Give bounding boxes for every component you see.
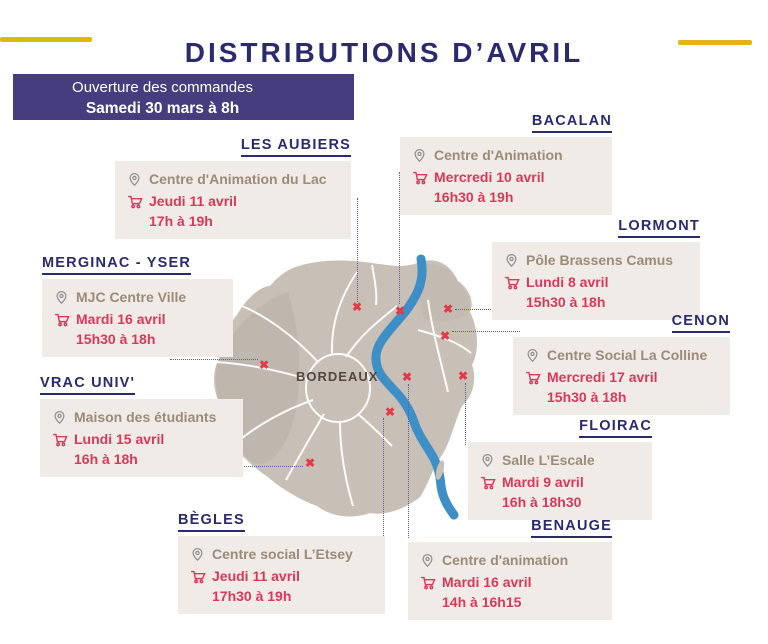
venue-label: Centre d'animation (442, 552, 569, 568)
date-label: Mercredi 17 avril (547, 369, 658, 385)
cart-icon (49, 431, 69, 448)
time-label: 16h30 à 19h (434, 189, 514, 205)
marker-benauge-icon: ✖ (401, 370, 413, 384)
location-group-les-aubiers (115, 137, 351, 239)
order-opening-label: Ouverture des commandes (72, 79, 253, 96)
location-card (492, 242, 700, 320)
date-label: Jeudi 11 avril (212, 568, 300, 584)
date-label: Mardi 16 avril (442, 574, 532, 590)
marker-floirac-icon: ✖ (457, 369, 469, 383)
location-name: VRAC UNIV' (40, 375, 243, 395)
date-label: Mardi 16 avril (76, 311, 166, 327)
location-card (115, 161, 351, 239)
marker-merignac-yser-icon: ✖ (258, 358, 270, 372)
map-pin-icon (49, 410, 69, 425)
location-card (513, 337, 730, 415)
connector-les-aubiers (357, 198, 358, 302)
connector-merignac-yser (170, 359, 258, 360)
location-group-lormont (492, 218, 700, 320)
location-card (178, 536, 385, 614)
cart-icon (522, 369, 542, 386)
map-pin-icon (477, 453, 497, 468)
marker-les-aubiers-icon: ✖ (351, 300, 363, 314)
location-card (400, 137, 612, 215)
cart-icon (124, 193, 144, 210)
location-card (40, 399, 243, 477)
location-name: MERGINAC - YSER (42, 255, 233, 275)
venue-label: Centre Social La Colline (547, 347, 708, 363)
time-label: 16h à 18h30 (502, 494, 582, 510)
map-pin-icon (417, 553, 437, 568)
location-name: CENON (513, 313, 730, 333)
location-group-cenon (513, 313, 730, 415)
marker-lormont-icon: ✖ (442, 302, 454, 316)
map-pin-icon (501, 253, 521, 268)
location-card (42, 279, 233, 357)
connector-cenon (452, 331, 520, 332)
location-group-floirac (468, 418, 652, 520)
venue-label: Pôle Brassens Camus (526, 252, 674, 268)
venue-label: Centre social L’Etsey (212, 546, 353, 562)
location-card (408, 542, 612, 620)
venue-label: Centre d'Animation du Lac (149, 171, 327, 187)
cart-icon (501, 274, 521, 291)
cart-icon (51, 311, 71, 328)
location-group-bacalan (400, 113, 612, 215)
date-label: Mercredi 10 avril (434, 169, 545, 185)
map-pin-icon (51, 290, 71, 305)
time-label: 15h30 à 18h (526, 294, 606, 310)
date-label: Mardi 9 avril (502, 474, 584, 490)
order-opening-date: Samedi 30 mars à 8h (85, 100, 240, 117)
connector-floirac (465, 383, 466, 445)
marker-vrac-univ-icon: ✖ (304, 456, 316, 470)
map-pin-icon (187, 547, 207, 562)
location-name: LES AUBIERS (115, 137, 351, 157)
venue-label: Centre d'Animation (434, 147, 563, 163)
page-title: DISTRIBUTIONS D’AVRIL (184, 36, 584, 68)
time-label: 14h à 16h15 (442, 594, 522, 610)
cart-icon (187, 568, 207, 585)
date-label: Lundi 8 avril (526, 274, 609, 290)
marker-cenon-icon: ✖ (439, 329, 451, 343)
time-label: 15h30 à 18h (76, 331, 156, 347)
location-group-benauge (408, 518, 612, 620)
cart-icon (409, 169, 429, 186)
map-pin-icon (124, 172, 144, 187)
location-name: BÈGLES (178, 512, 385, 532)
marker-begles-icon: ✖ (384, 405, 396, 419)
venue-label: Maison des étudiants (74, 409, 217, 425)
venue-label: MJC Centre Ville (76, 289, 187, 305)
cart-icon (417, 574, 437, 591)
location-group-vrac-univ (40, 375, 243, 477)
location-name: LORMONT (492, 218, 700, 238)
map-pin-icon (522, 348, 542, 363)
cart-icon (477, 474, 497, 491)
city-label: BORDEAUX (296, 369, 379, 384)
time-label: 17h à 19h (149, 213, 213, 229)
map-pin-icon (409, 148, 429, 163)
location-group-begles (178, 512, 385, 614)
location-name: BACALAN (400, 113, 612, 133)
location-name: BENAUGE (408, 518, 612, 538)
date-label: Jeudi 11 avril (149, 193, 237, 209)
time-label: 16h à 18h (74, 451, 138, 467)
marker-bacalan-icon: ✖ (394, 304, 406, 318)
date-label: Lundi 15 avril (74, 431, 165, 447)
location-name: FLOIRAC (468, 418, 652, 438)
time-label: 17h30 à 19h (212, 588, 292, 604)
location-group-merignac-yser (42, 255, 233, 357)
venue-label: Salle L’Escale (502, 452, 595, 468)
connector-benauge (408, 384, 409, 538)
time-label: 15h30 à 18h (547, 389, 627, 405)
location-card (468, 442, 652, 520)
